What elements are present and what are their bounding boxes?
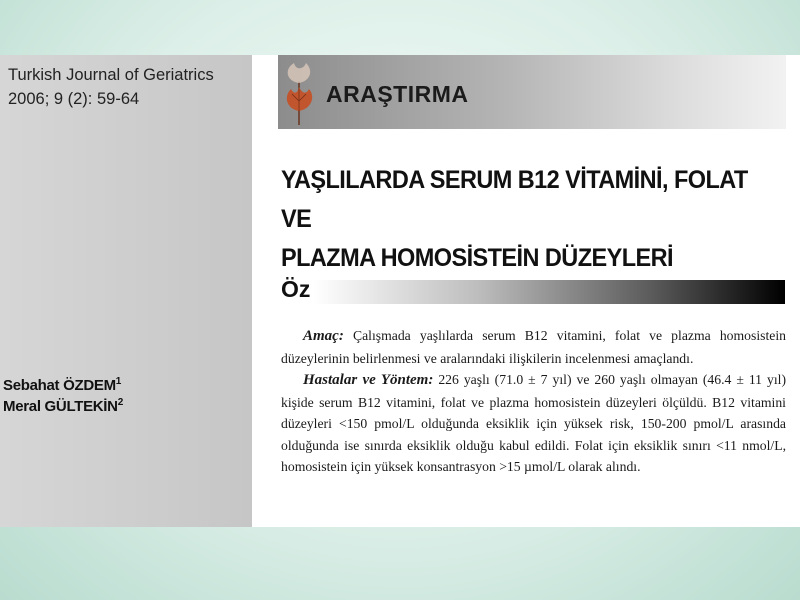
title-line: YAŞLILARDA SERUM B12 VİTAMİNİ, FOLAT VE	[281, 166, 748, 233]
journal-citation: 2006; 9 (2): 59-64	[8, 90, 140, 108]
author	[3, 375, 123, 396]
abstract-body	[281, 325, 786, 478]
abstract-paragraph	[281, 369, 786, 478]
journal-name: Turkish Journal of Geriatrics	[8, 66, 214, 84]
paragraph-text: 226 yaşlı (71.0 ± 7 yıl) ve 260 yaşlı olmayan (46.4 ± 11 yıl) kişide serum B12 vitamini, folat ve plazma homosistein düzeyleri ölçüldü. B12 vitamini düzeyleri <150 pmol/L olduğunda eksiklik için yüksek risk, 150-200 pmol/L arasında olduğunda ise sınırda eksiklik olduğu kabul edildi. Folat için eksiklik sınırı <11 nmol/L, homosistein için yüksek konsantrasyon >15 µmol/L olarak alındı.	[281, 372, 786, 474]
paragraph-lead: Amaç:	[303, 328, 344, 344]
abstract-heading: Öz	[281, 276, 311, 302]
sidebar	[0, 55, 252, 527]
article-page	[0, 55, 800, 527]
heading-gradient-bar	[313, 280, 785, 304]
journal-info	[8, 63, 214, 111]
author-affiliation: 1	[115, 376, 122, 387]
title-line: PLAZMA HOMOSİSTEİN DÜZEYLERİ	[281, 244, 673, 272]
author-name: Sebahat ÖZDEM	[3, 377, 116, 394]
author-name: Meral GÜLTEKİN	[3, 398, 118, 415]
author-list	[3, 375, 123, 417]
author	[3, 396, 123, 417]
paragraph-text: Çalışmada yaşlılarda serum B12 vitamini, folat ve plazma homosistein düzeylerinin belirlenmesi ve aralarındaki ilişkilerin incelenmesi amaçlandı.	[281, 328, 786, 366]
author-affiliation: 2	[117, 397, 123, 408]
paragraph-lead: Hastalar ve Yöntem:	[303, 372, 434, 388]
article-title	[281, 161, 760, 278]
abstract-paragraph	[281, 325, 786, 369]
leaf-icon	[282, 61, 316, 127]
section-label: ARAŞTIRMA	[326, 81, 469, 107]
